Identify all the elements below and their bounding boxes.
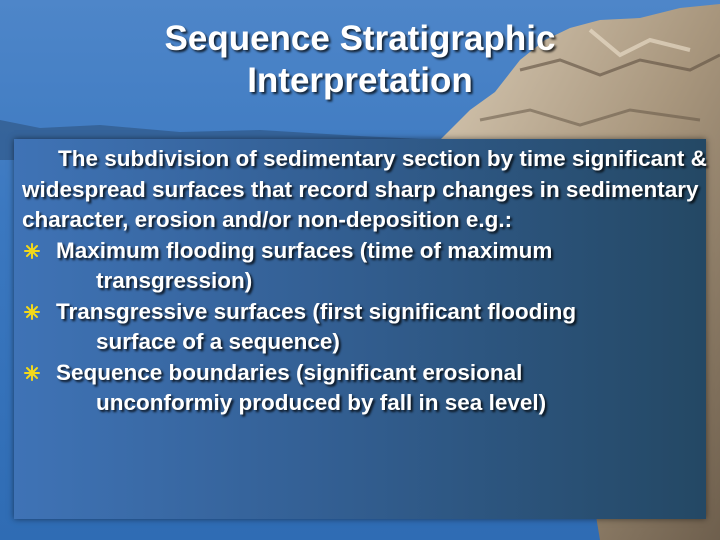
slide-title — [0, 18, 720, 102]
bullet-text-line-1: Transgressive surfaces (first significant flooding — [56, 298, 577, 324]
bullet-text-line-2: unconformiy produced by fall in sea level) — [96, 390, 547, 415]
bullet-item — [22, 358, 712, 419]
bullet-text-line-1: Sequence boundaries (significant erosional — [56, 359, 523, 385]
sunburst-bullet-icon — [24, 304, 40, 320]
title-line-2: Interpretation — [247, 61, 473, 100]
bullet-text-line-2: surface of a sequence) — [96, 329, 340, 354]
bullet-text-line-1: Maximum flooding surfaces (time of maximum — [56, 237, 553, 263]
bullet-item — [22, 236, 712, 297]
bullet-list — [22, 236, 712, 419]
bullet-text-line-2: transgression) — [96, 268, 253, 293]
intro-paragraph: The subdivision of sedimentary section by time significant & widespread surfaces that record sharp changes in sedimentary character, erosion and/or non-deposition e.g.: — [22, 146, 707, 232]
sunburst-bullet-icon — [24, 365, 40, 381]
sunburst-bullet-icon — [24, 243, 40, 259]
bullet-item — [22, 297, 712, 358]
slide-body — [22, 144, 712, 419]
title-line-1: Sequence Stratigraphic — [164, 19, 556, 58]
